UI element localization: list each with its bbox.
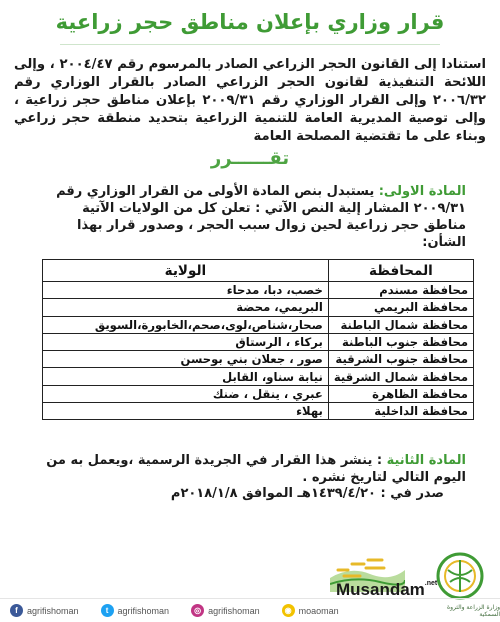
cell-wilaya: بركاء ، الرستاق — [43, 333, 329, 350]
social-handle: moaoman — [298, 605, 339, 616]
facebook-icon: f — [10, 604, 23, 617]
cell-governorate: محافظة الداخلية — [328, 403, 473, 420]
cell-governorate: محافظة جنوب الباطنة — [328, 333, 473, 350]
brand-name: Musandam — [336, 580, 425, 599]
cell-wilaya: خصب، دبا، مدحاء — [43, 282, 329, 299]
cell-governorate: محافظة شمال الباطنة — [328, 316, 473, 333]
table-row — [43, 385, 474, 402]
social-handle: agrifishoman — [208, 605, 260, 616]
cell-governorate: محافظة جنوب الشرقية — [328, 351, 473, 368]
table-header-row — [43, 260, 474, 282]
twitter-icon: t — [101, 604, 114, 617]
social-instagram[interactable] — [191, 604, 260, 617]
table-row — [43, 282, 474, 299]
social-snapchat[interactable] — [282, 604, 339, 617]
table-row — [43, 403, 474, 420]
page-title: قرار وزاري بإعلان مناطق حجر زراعية — [55, 10, 445, 34]
cell-governorate: محافظة شمال الشرقية — [328, 368, 473, 385]
social-handle: agrifishoman — [117, 605, 170, 616]
article-one-label: المادة الاولى: — [378, 184, 466, 199]
cell-wilaya: صور ، جعلان بني بوحسن — [43, 351, 329, 368]
snapchat-icon: ◉ — [282, 604, 295, 617]
table-row — [43, 351, 474, 368]
header-wilaya: الولاية — [43, 260, 329, 282]
article-one-text: يستبدل بنص المادة الأولى من القرار الوزاري رقم ٢٠٠٩/٣١ المشار إلية النص الآتي : تعلن كل من الولايات الآتية مناطق حجر زراعية لحين زوال سبب الحجر ، وصدور قرار بهذا الشأن: — [56, 184, 466, 250]
brand-suffix: .net — [424, 580, 438, 587]
social-twitter[interactable] — [101, 604, 170, 617]
cell-governorate: محافظة مسندم — [328, 282, 473, 299]
title-band — [0, 0, 500, 44]
table-row — [43, 368, 474, 385]
table-row — [43, 333, 474, 350]
social-footer — [0, 598, 500, 622]
cell-governorate: محافظة الظاهرة — [328, 385, 473, 402]
article-two-text: : ينشر هذا القرار في الجريدة الرسمية ،ويعمل به من اليوم التالي لتاريخ نشره . — [46, 453, 466, 485]
quarantine-table — [42, 259, 474, 420]
cell-wilaya: بهلاء — [43, 403, 329, 420]
title-divider — [60, 44, 440, 45]
table-row — [43, 316, 474, 333]
cell-wilaya: صحار،شناص،لوى،صحم،الخابورة،السويق — [43, 316, 329, 333]
table-row — [43, 299, 474, 316]
instagram-icon: ◎ — [191, 604, 204, 617]
brand-watermark — [336, 580, 437, 600]
issue-date: صدر في : ١٤٣٩/٤/٢٠هـ الموافق ٢٠١٨/١/٨م — [170, 486, 444, 501]
social-handle: agrifishoman — [27, 605, 79, 616]
article-two-label: المادة الثانية — [386, 453, 466, 468]
decree-heading: تقــــــرر — [210, 148, 290, 169]
article-two — [40, 452, 466, 486]
preamble-paragraph: استنادا إلى القانون الحجر الزراعي الصادر بالمرسوم رقم ٢٠٠٤/٤٧ ، وإلى اللائحة التنفيذية لقانون الحجر الزراعي الصادر بالقرار الوزاري رقم ٢٠٠٦/٣٢ وإلى القرار الوزاري رقم ٢٠٠٩/٣١ بإعلان مناطق حجر زراعية ، وإلى توصية المديرية العامة للتنمية الزراعية بتحديد منطقة حجر زراعي وبناء على ما تقتضية المصلحة العامة — [14, 57, 486, 144]
social-facebook[interactable] — [10, 604, 79, 617]
ministry-caption: وزارة الزراعة والثروة السمكية — [446, 604, 500, 618]
cell-wilaya: عبري ، ينقل ، ضنك — [43, 385, 329, 402]
cell-governorate: محافظة البريمي — [328, 299, 473, 316]
article-one — [40, 183, 466, 251]
cell-wilaya: نيابة سناو، القابل — [43, 368, 329, 385]
cell-wilaya: البريمي، محضة — [43, 299, 329, 316]
header-governorate: المحافظة — [328, 260, 473, 282]
